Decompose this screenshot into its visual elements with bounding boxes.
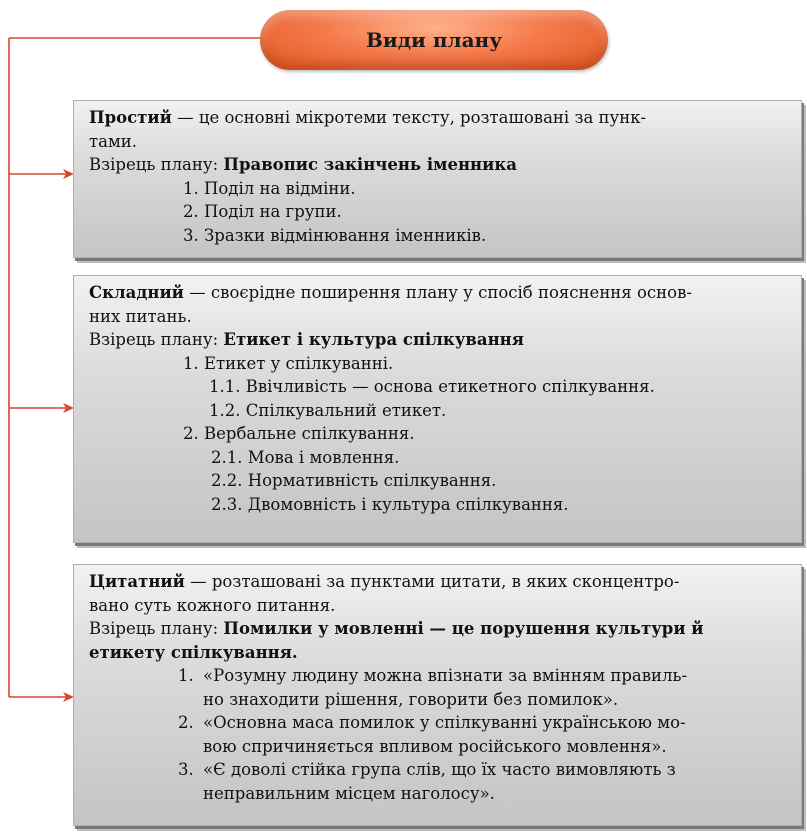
sample-line: [89, 328, 784, 352]
list-subitem: 2.3. Двомовність і культура спілкування.: [211, 494, 569, 514]
list-subitem: 1.2. Спілкувальний етикет.: [209, 400, 447, 420]
term: Складний: [89, 283, 184, 302]
list-subitem: 2.2. Нормативність спілкування.: [211, 471, 497, 490]
sample-line: [89, 153, 784, 177]
list-subitem: 1.1. Ввічливість — основа етикетного спілкування.: [209, 377, 655, 396]
plan-box-simple: [73, 100, 802, 258]
list-item: 1. Поділ на відміни.: [183, 178, 356, 198]
definition-line: [89, 570, 784, 594]
quote-line: «Є доволі стійка група слів, що їх часто вимовляють з: [203, 760, 676, 779]
quote-item: [89, 711, 784, 758]
quote-number: 2.: [178, 713, 194, 732]
list-item: 1. Етикет у спілкуванні.: [183, 353, 394, 373]
definition-cont: тами.: [89, 131, 138, 151]
list-item: 3. Зразки відмінювання іменників.: [183, 225, 487, 245]
quote-line: вою спричиняється впливом російського мовлення».: [203, 736, 667, 756]
quote-line: но знаходити рішення, говорити без помилок».: [203, 689, 619, 709]
quote-number: 1.: [178, 666, 194, 685]
definition-cont: них питань.: [89, 306, 192, 326]
sample-label: Взірець плану:: [89, 330, 219, 349]
definition-line: [89, 281, 784, 305]
quote-line: неправильним місцем наголосу».: [203, 783, 495, 803]
sample-label: Взірець плану:: [89, 619, 219, 638]
definition-line: [89, 106, 784, 130]
sample-title: Помилки у мовленні — це порушення культури й: [223, 619, 704, 638]
quote-line: «Розумну людину можна впізнати за вмінням правиль-: [203, 666, 688, 685]
sample-line: [89, 617, 784, 641]
title-pill: [260, 10, 608, 70]
sample-title-cont: етикету спілкування.: [89, 642, 298, 662]
term: Простий: [89, 108, 172, 127]
sample-title: Етикет і культура спілкування: [223, 330, 524, 349]
plan-box-complex: [73, 275, 802, 543]
term: Цитатний: [89, 572, 185, 591]
quote-item: [89, 758, 784, 805]
sample-label: Взірець плану:: [89, 155, 219, 174]
sample-title: Правопис закінчень іменника: [223, 155, 517, 174]
definition-cont: вано суть кожного питання.: [89, 595, 336, 615]
quote-number: 3.: [178, 760, 194, 779]
quote-item: [89, 664, 784, 711]
title-text: Види плану: [365, 28, 502, 52]
definition-text: — своєрідне поширення плану у спосіб пояснення основ-: [183, 283, 692, 302]
definition-text: — це основні мікротеми тексту, розташовані за пунк-: [171, 108, 647, 127]
list-item: 2. Поділ на групи.: [183, 202, 342, 221]
definition-text: — розташовані за пунктами цитати, в яких сконцентро-: [184, 572, 680, 591]
plan-box-quote: [73, 564, 802, 826]
quote-line: «Основна маса помилок у спілкуванні українською мо-: [203, 713, 686, 732]
sample-line-cont: [89, 641, 784, 665]
list-item: 2. Вербальне спілкування.: [183, 424, 415, 443]
list-subitem: 2.1. Мова і мовлення.: [211, 447, 400, 467]
